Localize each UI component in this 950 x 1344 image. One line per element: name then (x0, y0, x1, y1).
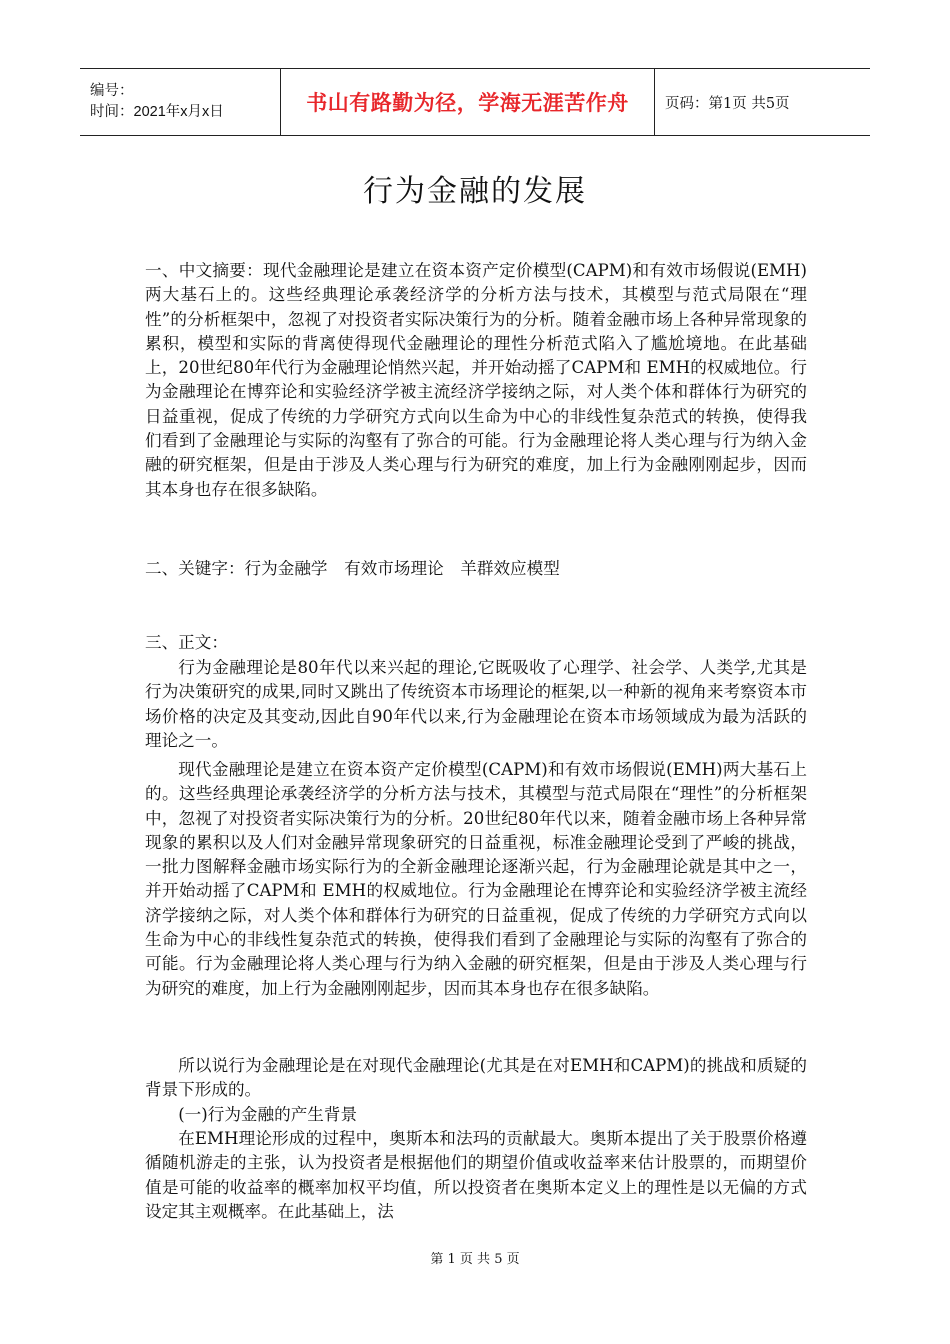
header-motto-cell (281, 69, 655, 135)
header-page-cell (655, 69, 870, 135)
header-table (80, 68, 870, 136)
subheading-background: (一)行为金融的产生背景 (178, 1105, 358, 1124)
header-meta-cell (80, 69, 281, 135)
number-label: 编号： (90, 83, 134, 99)
body-paragraph-2: 现代金融理论是建立在资本资产定价模型(CAPM)和有效市场假说(EMH)两大基石上的。这些经典理论承袭经济学的分析方法与技术，其模型与范式局限在“理性”的分析框架中，忽视了对投资者实际决策行为的分析。20世纪80年代以来，随着金融市场上各种异常现象的累积以及人们对金融异常现象研究的日益重视，标准金融理论受到了严峻的挑战，一批力图解释金融市场实际行为的全新金融理论逐渐兴起，行为金融理论就是其中之一，并开始动摇了CAPM和 EMH的权威地位。行为金融理论在博弈论和实验经济学被主流经济学接纳之际，对人类个体和群体行为研究的日益重视，促成了传统的力学研究方式向以生命为中心的非线性复杂范式的转换，使得我们看到了金融理论与实际的沟壑有了弥合的可能。行为金融理论将人类心理与行为纳入金融的研究框架，但是由于涉及人类心理与行为研究的难度，加上行为金融刚刚起步，因而其本身也存在很多缺陷。 (145, 760, 807, 998)
body-paragraph-1: 行为金融理论是80年代以来兴起的理论,它既吸收了心理学、社会学、人类学,尤其是行为决策研究的成果,同时又跳出了传统资本市场理论的框架,以一种新的视角来考察资本市场价格的决定及其变动,因此自90年代以来,行为金融理论在资本市场领域成为最为活跃的理论之一。 (145, 658, 807, 750)
abstract-paragraph: 一、中文摘要：现代金融理论是建立在资本资产定价模型(CAPM)和有效市场假说(EMH)两大基石上的。这些经典理论承袭经济学的分析方法与技术，其模型与范式局限在“理性”的分析框架中，忽视了对投资者实际决策行为的分析。随着金融市场上各种异常现象的累积，模型和实际的背离使得现代金融理论的理性分析范式陷入了尴尬境地。在此基础上，20世纪80年代行为金融理论悄然兴起，并开始动摇了CAPM和 EMH的权威地位。行为金融理论在博弈论和实验经济学被主流经济学接纳之际，对人类个体和群体行为研究的日益重视，促成了传统的力学研究方式向以生命为中心的非线性复杂范式的转换，使得我们看到了金融理论与实际的沟壑有了弥合的可能。行为金融理论将人类心理与行为纳入金融的研究框架，但是由于涉及人类心理与行为研究的难度，加上行为金融刚刚起步，因而其本身也存在很多缺陷。 (145, 261, 807, 499)
time-label: 时间：2021年x月x日 (90, 104, 224, 120)
page-info: 页码：第1页 共5页 (665, 95, 790, 112)
body-paragraph-3: 所以说行为金融理论是在对现代金融理论(尤其是在对EMH和CAPM)的挑战和质疑的背景下形成的。 (145, 1056, 807, 1100)
keywords-line: 二、关键字：行为金融学 有效市场理论 羊群效应模型 (145, 559, 560, 578)
motto-text: 书山有路勤为径，学海无涯苦作舟 (306, 91, 629, 115)
page-footer: 第 1 页 共 5 页 (430, 1252, 520, 1267)
document-title: 行为金融的发展 (363, 174, 587, 209)
body-paragraph-4: 在EMH理论形成的过程中，奥斯本和法玛的贡献最大。奥斯本提出了关于股票价格遵循随机游走的主张，认为投资者是根据他们的期望价值或收益率来估计股票的，而期望价值是可能的收益率的概率加权平均值，所以投资者在奥斯本定义上的理性是以无偏的方式设定其主观概率。在此基础上，法 (145, 1129, 807, 1221)
body-heading: 三、正文： (145, 633, 228, 652)
